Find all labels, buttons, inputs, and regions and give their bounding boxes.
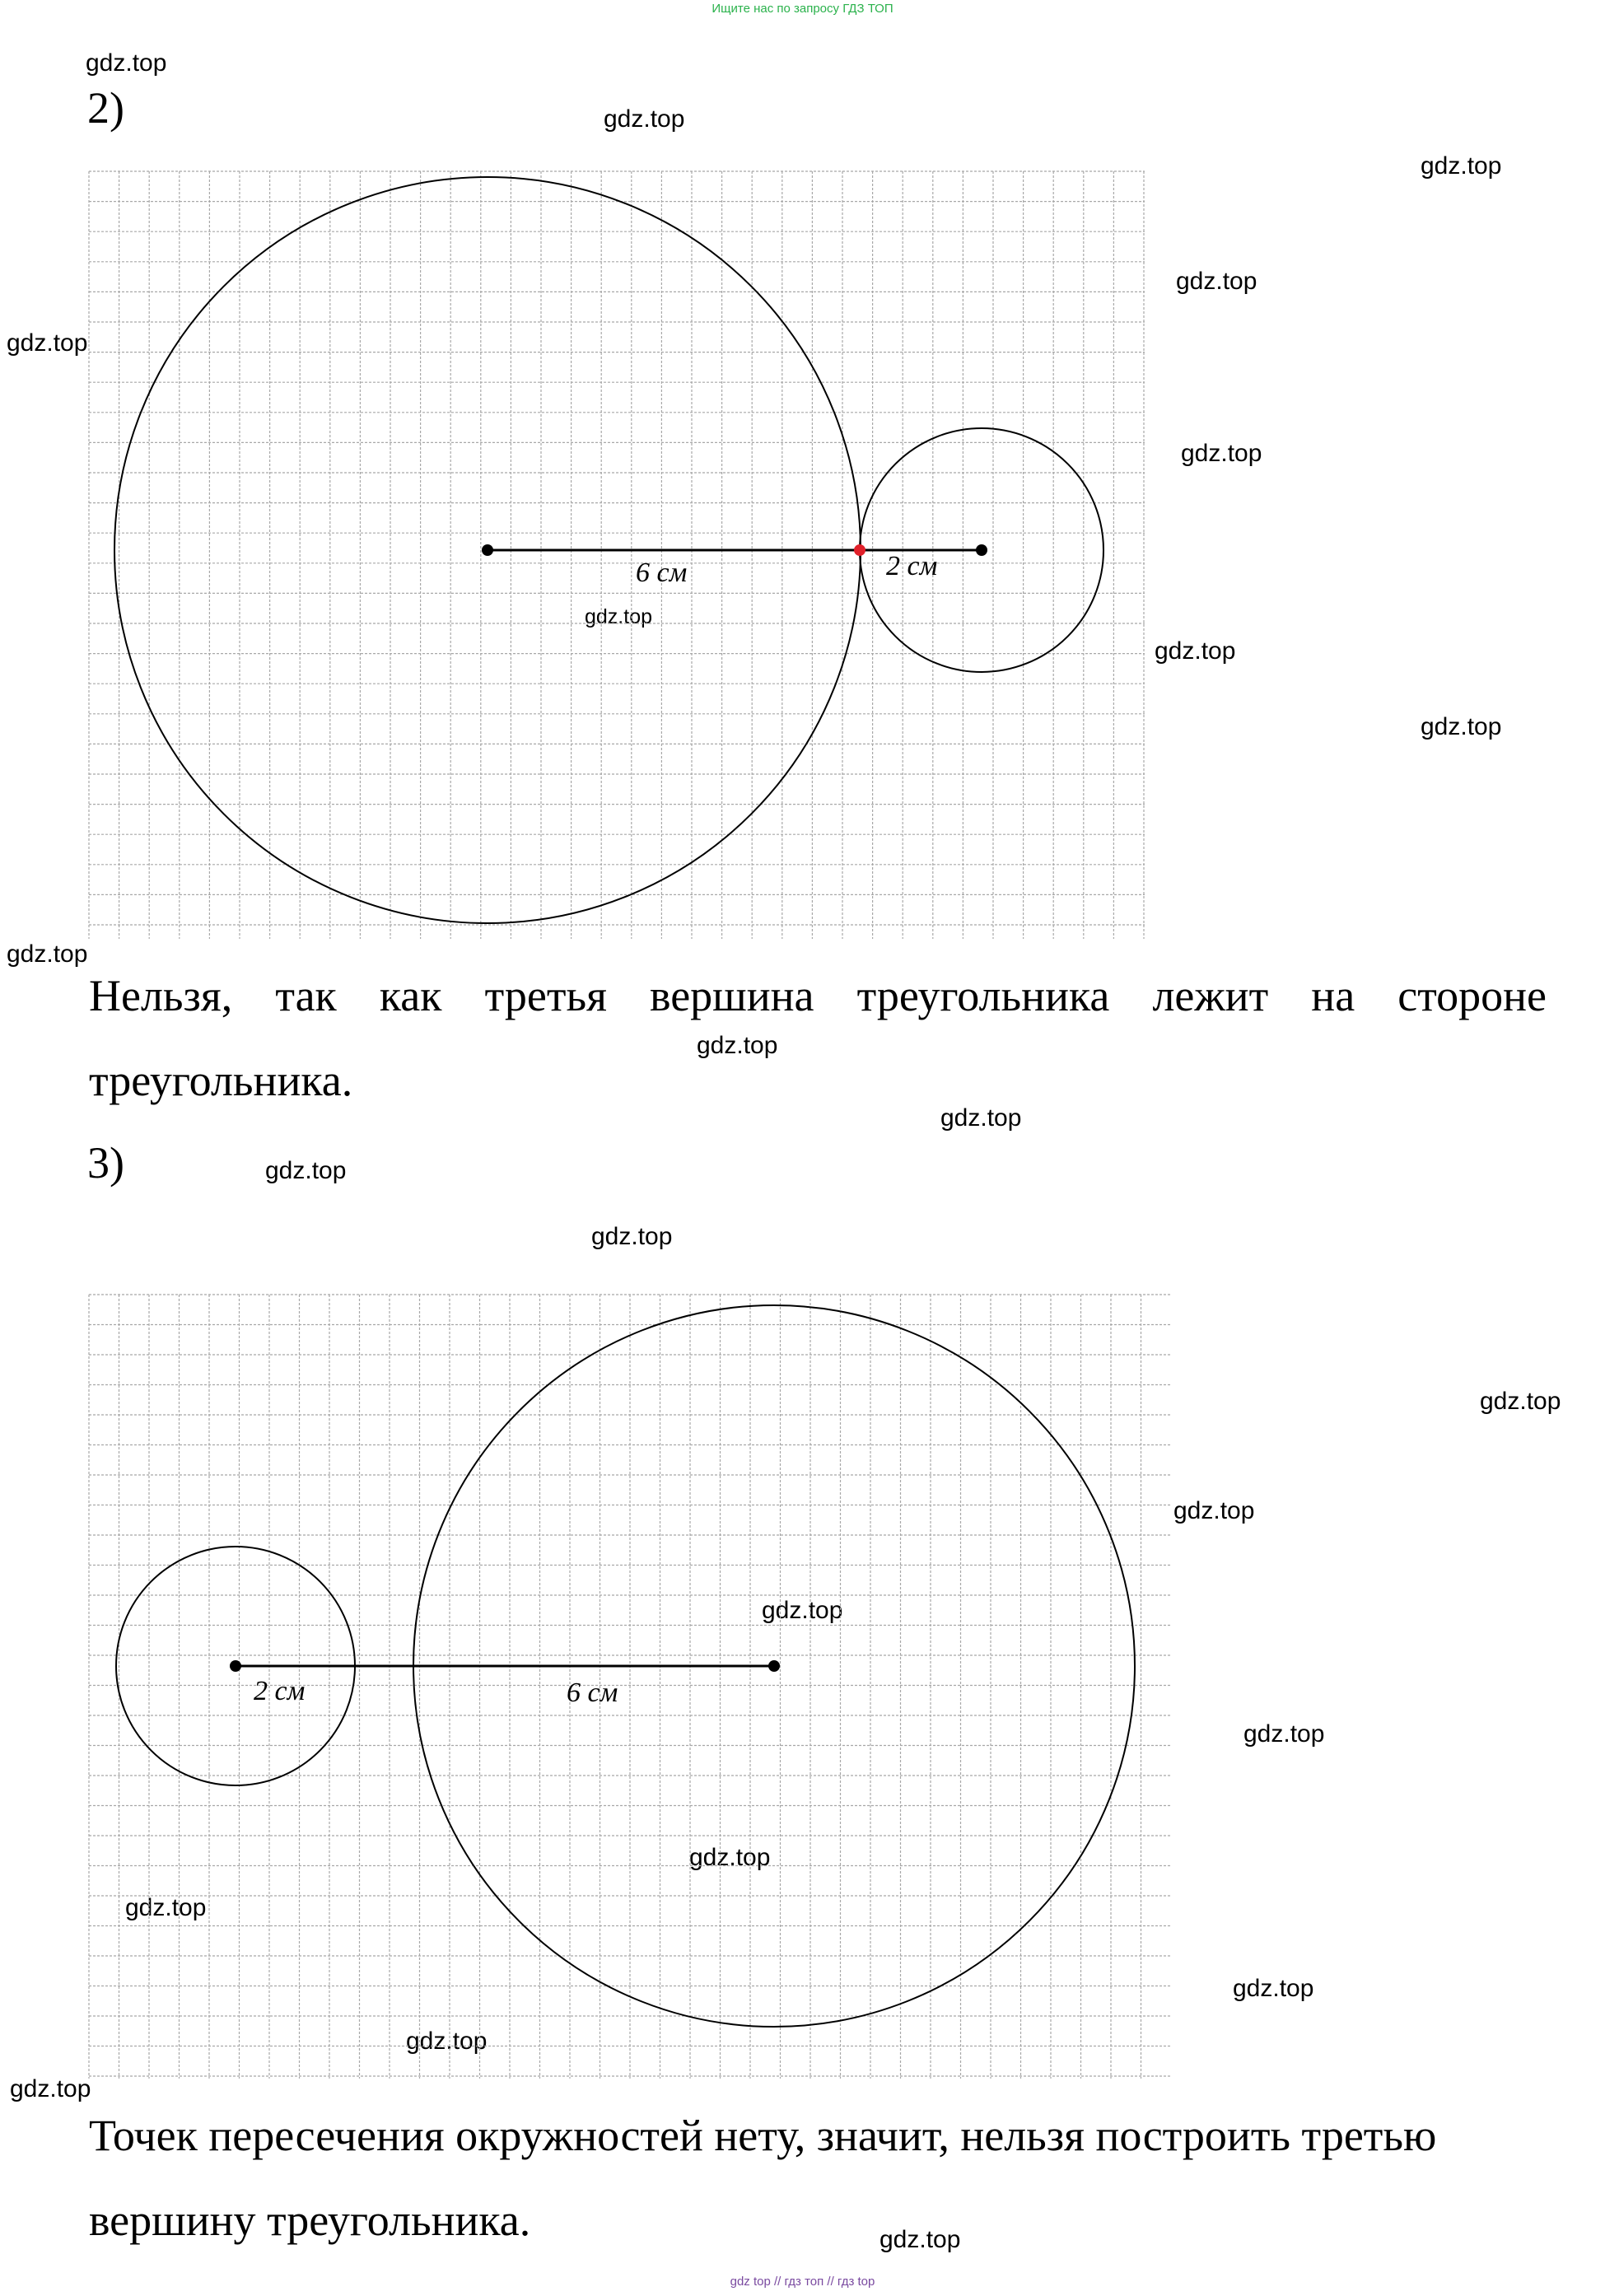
watermark: gdz.top: [762, 1597, 843, 1624]
watermark: gdz.top: [1181, 440, 1262, 467]
watermark: gdz.top: [1155, 637, 1236, 665]
watermark: gdz.top: [7, 329, 88, 357]
watermark: gdz.top: [1233, 1975, 1314, 2002]
problem-2-figure: [89, 171, 1145, 939]
watermark: gdz.top: [1421, 152, 1502, 180]
watermark: gdz.top: [697, 1032, 778, 1059]
watermark: gdz.top: [10, 2075, 91, 2102]
problem-3-label: 3): [87, 1138, 124, 1188]
tangent-point: [854, 544, 865, 556]
problem-2-answer: Нельзя, так как третья вершина треугольника лежит на стороне треугольника.: [89, 971, 1547, 1105]
watermark: gdz.top: [86, 49, 167, 77]
top-banner: Ищите нас по запросу ГДЗ ТОП: [712, 2, 893, 16]
watermark: gdz.top: [1421, 713, 1502, 740]
watermark: gdz.top: [604, 105, 685, 133]
segment-label-2cm: 2 см: [886, 551, 938, 581]
watermark: gdz.top: [1243, 1720, 1325, 1748]
watermark: gdz.top: [1176, 268, 1257, 295]
grid: [89, 171, 1145, 939]
big-circle-center: [482, 544, 493, 556]
watermark: gdz.top: [265, 1157, 347, 1184]
big-circle-center: [768, 1660, 780, 1672]
watermark: gdz.top: [689, 1844, 771, 1871]
watermark: gdz.top: [7, 940, 88, 968]
watermark: gdz.top: [406, 2028, 488, 2055]
watermark: gdz.top: [585, 605, 653, 628]
problem-3-answer: Точек пересечения окружностей нету, значит, нельзя построить третью вершину треугольника.: [89, 2111, 1437, 2245]
watermark: gdz.top: [1173, 1497, 1255, 1524]
watermark: gdz.top: [879, 2226, 961, 2253]
problem-3-figure: [89, 1295, 1170, 2079]
small-circle-center: [976, 544, 987, 556]
segment-label-6cm: 6 см: [567, 1678, 618, 1708]
segment-label-6cm: 6 см: [636, 558, 688, 588]
watermark: gdz.top: [125, 1894, 207, 1921]
watermark: gdz.top: [940, 1104, 1022, 1132]
problem-2-label: 2): [87, 83, 124, 133]
segment-label-2cm: 2 см: [254, 1676, 306, 1706]
watermark: gdz.top: [1480, 1388, 1561, 1415]
grid: [89, 1295, 1170, 2079]
small-circle-center: [230, 1660, 241, 1672]
bottom-footer: gdz top // гдз топ // гдз top: [730, 2275, 875, 2289]
watermark: gdz.top: [591, 1223, 673, 1250]
